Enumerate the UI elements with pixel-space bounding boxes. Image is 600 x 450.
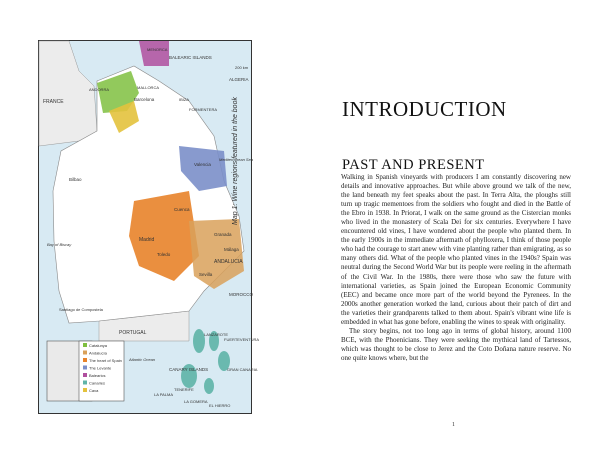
label-balearic: BALEARIC ISLANDS: [169, 55, 212, 60]
region-balearic: [139, 41, 169, 66]
label-menorca: MENORCA: [147, 47, 168, 52]
label-barcelona: Barcelona: [134, 97, 155, 102]
paragraph-1: Walking in Spanish vineyards with producers I am constantly discovering new details and innovative approaches. But while above ground we talk of the new, the land beneath my feet speaks about the past. In Terra Alta, the ploughs still turn up tragic mementoes from the soldiers who fought and died in the Battle of the Ebro in 1938. In Priorat, I walk on the same ground as the Cistercian monks who lived in the monastery of Scala Dei for six centuries. Everywhere I have encountered old vines, I have wondered about the people who planted them. In the early 1900s in the immediate aftermath of phylloxera, I think of those people who had the courage to start anew with vine planting rather than emigrating, as so many others did. What of the people who planted vines in the 1940s? Spain was neutral during the Second World War but its people were reeling in the aftermath of the Civil War. In the 1980s, there were those who saw the future with international varieties, as Spain joined the European Economic Community (EEC) and became once more part of the world beyond the Pyrenees. In the 2000s another generation worked the land, curious about their patch of dirt and the varieties their grandparents talked to them about. Spain's vibrant wine life is embedded in what has gone before, enabling the wines to speak with originality.: [341, 173, 571, 326]
label-andorra: ANDORRA: [89, 87, 110, 92]
label-france: FRANCE: [43, 99, 64, 105]
label-la-gomera: LA GOMERA: [184, 399, 208, 404]
label-atlantic: Atlantic Ocean: [129, 357, 156, 362]
label-mallorca: MALLORCA: [137, 85, 160, 90]
legend-label: Andalucía: [89, 350, 107, 356]
label-lanzarote: LANZAROTE: [204, 332, 229, 337]
label-gran-canaria: GRAN CANARIA: [227, 367, 258, 372]
label-portugal: PORTUGAL: [119, 330, 147, 336]
legend-label: Catalunya: [89, 343, 108, 348]
label-algeria: ALGERIA: [229, 77, 249, 82]
paragraph-2: The story begins, not too long ago in terms of global history, around 1100 BCE, with the Phoenicians. They were seeking the mythical land of Tartessos, which was thought to be close to Jerez and the Coto Doñana nature reserve. No one quite knows where, but the: [341, 326, 571, 362]
map-graphic: [39, 41, 260, 413]
legend-swatch: [83, 373, 87, 377]
wine-regions-map: [38, 40, 260, 414]
label-formentera: FORMENTERA: [189, 107, 217, 112]
chapter-title: INTRODUCTION: [342, 97, 507, 121]
legend-swatch: [83, 381, 87, 385]
label-fuerteventura: FUERTEVENTURA: [224, 337, 260, 342]
legend-label: Cava: [89, 388, 99, 393]
label-biscay: Bay of Biscay: [47, 242, 72, 247]
legend-swatch: [83, 388, 87, 392]
label-cuenca: Cuenca: [174, 207, 190, 212]
label-valencia: Valencia: [194, 162, 211, 167]
legend-label: The heart of Spain: [89, 358, 122, 363]
label-bilbao: Bilbao: [69, 177, 82, 182]
legend-swatch: [83, 343, 87, 347]
label-andalucia: ANDALUCIA: [214, 259, 243, 265]
label-morocco: MOROCCO: [229, 292, 253, 297]
label-toledo: Toledo: [157, 252, 171, 257]
label-el-hierro: EL HIERRO: [209, 403, 231, 408]
legend-label: Balearics: [89, 373, 106, 378]
label-mediterranean: Mediterranean Sea: [219, 157, 254, 162]
label-ibiza: IBIZA: [179, 97, 190, 102]
section-subtitle: PAST AND PRESENT: [342, 157, 485, 173]
label-canary: CANARY ISLANDS: [169, 367, 209, 372]
label-madrid: Madrid: [139, 237, 155, 243]
label-scale: 200 km: [235, 65, 249, 70]
legend-label: Canaries: [89, 380, 106, 386]
legend-swatch: [83, 358, 87, 362]
map-caption: Map 1: Wine regions featured in the book: [232, 97, 239, 225]
label-sevilla: Sevilla: [199, 272, 213, 277]
legend-swatch: [83, 366, 87, 370]
label-granada: Granada: [214, 232, 232, 237]
body-text: [341, 173, 571, 363]
france-land: [39, 41, 97, 146]
legend-swatch: [83, 351, 87, 355]
label-santiago: Santiago de Compostela: [59, 307, 103, 312]
label-la-palma: LA PALMA: [154, 392, 174, 397]
page-number: 1: [452, 422, 455, 428]
label-malaga: Málaga: [224, 247, 239, 252]
label-tenerife: TENERIFE: [174, 387, 194, 392]
legend-label: The Levante: [89, 365, 112, 371]
